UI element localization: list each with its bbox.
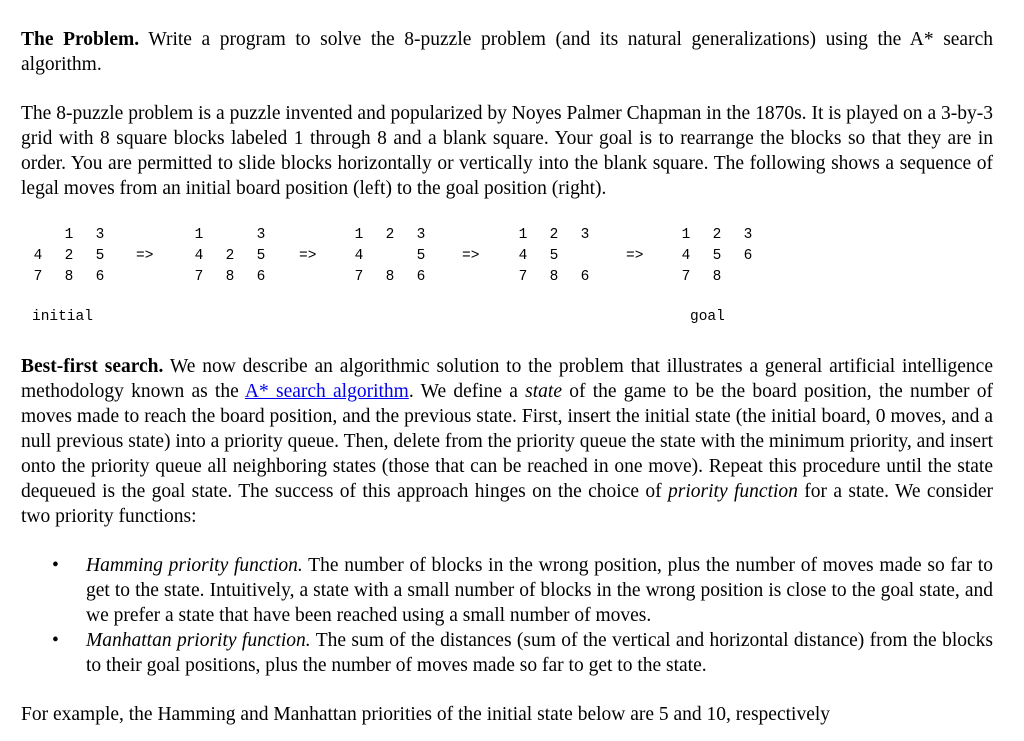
board-tile: 4 (194, 248, 204, 264)
list-item (21, 553, 993, 628)
problem-paragraph (21, 27, 993, 77)
board-tile: 8 (225, 269, 235, 285)
board-tile: 4 (354, 248, 364, 264)
best-first-text: We now describe an algorithmic solution to the problem that illustrates a general artificial intelligence methodology known as the (21, 356, 993, 402)
board-tile: 8 (64, 269, 74, 285)
board-tile: 4 (681, 248, 691, 264)
problem-text: Write a program to solve the 8-puzzle problem (and its natural generalizations) using the A* search algorithm. (21, 29, 993, 75)
board-tile: 3 (416, 227, 426, 243)
board-tile: 4 (33, 248, 43, 264)
bullet-icon: • (52, 555, 59, 576)
manhattan-text: The sum of the distances (sum of the vertical and horizontal distance) from the blocks to their goal positions, plus the number of moves made so far to get to the state. (86, 630, 993, 676)
board-tile: 7 (681, 269, 691, 285)
board-tile: 8 (712, 269, 722, 285)
state-term: state (525, 381, 563, 402)
priority-function-term: priority function (668, 481, 798, 502)
board-tile: 6 (95, 269, 105, 285)
board-tile: 1 (518, 227, 528, 243)
board-tile: 6 (416, 269, 426, 285)
best-first-text: . We define a (408, 381, 526, 402)
move-arrow: => (136, 248, 154, 264)
board-tile: 3 (743, 227, 753, 243)
problem-heading: The Problem. (21, 29, 140, 50)
board-tile: 5 (256, 248, 266, 264)
move-arrow: => (626, 248, 644, 264)
board-tile: 7 (194, 269, 204, 285)
board-tile: 4 (518, 248, 528, 264)
board-tile: 5 (416, 248, 426, 264)
board-tile: 5 (95, 248, 105, 264)
best-first-heading: Best-first search. (21, 356, 164, 377)
board-tile: 7 (518, 269, 528, 285)
board-tile: 3 (256, 227, 266, 243)
goal-label: goal (690, 309, 725, 325)
description-paragraph: The 8-puzzle problem is a puzzle invented and popularized by Noyes Palmer Chapman in the 1870s. It is played on a 3-by-3 grid with 8 square blocks labeled 1 through 8 and a blank square. Your goal is to rearrange the blocks so that they are in order. You are permitted to slide blocks horizontally or vertically into the blank square. The following shows a sequence of legal moves from an initial board position (left) to the goal position (right). (21, 103, 993, 199)
hamming-term: Hamming priority function. (86, 555, 303, 576)
best-first-text: of the game to be the board position, the number of moves made to reach the board position, and the previous state. First, insert the initial state (the initial board, 0 moves, and a null previous state) into a priority queue. Then, delete from the priority queue the state with the minimum priority, and insert onto the priority queue all neighboring states (those that can be reached in one move). Repeat this procedure until the state dequeued is the goal state. The success of this approach hinges on the choice of (21, 381, 993, 502)
board-tile: 6 (580, 269, 590, 285)
board-tile: 8 (385, 269, 395, 285)
board-tile: 6 (743, 248, 753, 264)
manhattan-term: Manhattan priority function. (86, 630, 311, 651)
board-tile: 7 (354, 269, 364, 285)
board-tile: 1 (194, 227, 204, 243)
astar-link[interactable]: A* search algorithm (244, 381, 409, 402)
board-tile: 8 (549, 269, 559, 285)
board-tile: 3 (580, 227, 590, 243)
best-first-paragraph (21, 354, 993, 529)
move-arrow: => (299, 248, 317, 264)
board-tile: 6 (256, 269, 266, 285)
board-tile: 2 (225, 248, 235, 264)
best-first-text: for a state. We consider two priority functions: (21, 481, 993, 527)
board-tile: 1 (681, 227, 691, 243)
list-item (21, 628, 993, 678)
board-tile: 7 (33, 269, 43, 285)
board-tile: 1 (354, 227, 364, 243)
board-tile: 1 (64, 227, 74, 243)
board-tile: 3 (95, 227, 105, 243)
priority-functions-list (21, 553, 993, 678)
initial-label: initial (32, 309, 93, 325)
board-tile: 2 (549, 227, 559, 243)
board-tile: 2 (64, 248, 74, 264)
bullet-icon: • (52, 630, 59, 651)
board-tile: 5 (549, 248, 559, 264)
board-tile: 2 (712, 227, 722, 243)
hamming-text: The number of blocks in the wrong position, plus the number of moves made so far to get to the state. Intuitively, a state with a small number of blocks in the wrong position is close to the goal state, and we prefer a state that have been reached using a small number of moves. (86, 555, 993, 626)
move-arrow: => (462, 248, 480, 264)
example-paragraph: For example, the Hamming and Manhattan priorities of the initial state below are 5 and 10, respectively (21, 704, 831, 725)
board-tile: 5 (712, 248, 722, 264)
board-tile: 2 (385, 227, 395, 243)
